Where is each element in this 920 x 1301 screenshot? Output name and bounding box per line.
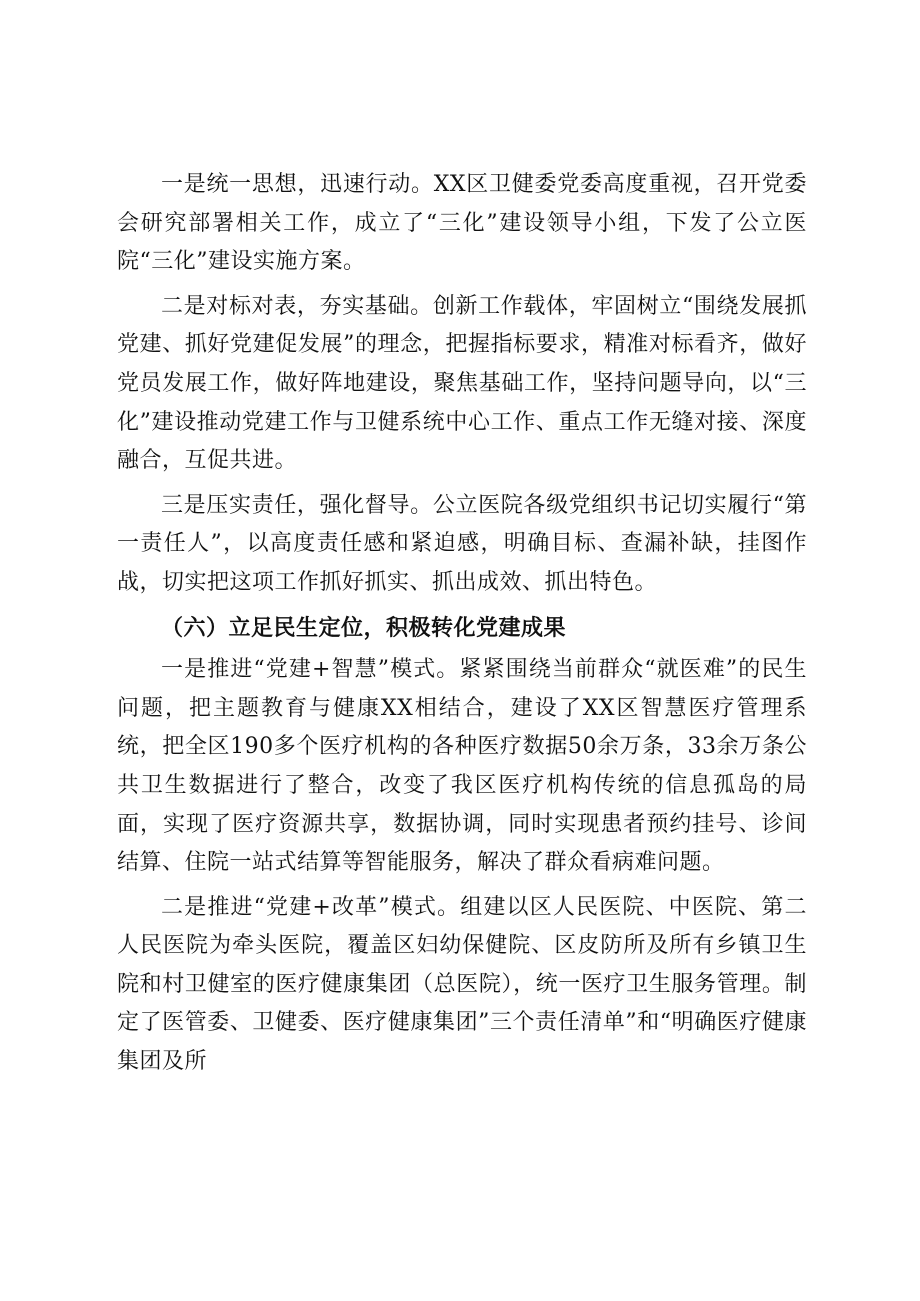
- section-heading-six: （六）立足民生定位，积极转化党建成果: [161, 614, 567, 641]
- paragraph-party-building-smart: 一是推进“党建+智慧”模式。紧紧围绕当前群众“就医难”的民生问题，把主题教育与健康XX相结合，建设了XX区智慧医疗管理系统，把全区190多个医疗机构的各种医疗数据50余万条，33余万条公共卫生数据进行了整合，改变了我区医疗机构传统的信息孤岛的局面，实现了医疗资源共享，数据协调，同时实现患者预约挂号、诊间结算、住院一站式结算等智能服务，解决了群众看病难问题。: [117, 657, 807, 876]
- document-body: [117, 166, 807, 1082]
- paragraph-unify-thinking: 一是统一思想，迅速行动。XX区卫健委党委高度重视，召开党委会研究部署相关工作，成立了“三化”建设领导小组，下发了公立医院“三化”建设实施方案。: [117, 172, 807, 275]
- paragraph-party-building-reform: 二是推进“党建+改革”模式。组建以区人民医院、中医院、第二人民医院为牵头医院，覆盖区妇幼保健院、区皮防所及所有乡镇卫生院和村卫健室的医疗健康集团（总医院），统一医疗卫生服务管理。制定了医管委、卫健委、医疗健康集团”三个责任清单”和“明确医疗健康集团及所: [117, 894, 807, 1075]
- paragraph-compact-responsibility: 三是压实责任，强化督导。公立医院各级党组织书记切实履行“第一责任人”，以高度责任感和紧迫感，明确目标、查漏补缺，挂图作战，切实把这项工作抓好抓实、抓出成效、抓出特色。: [117, 492, 807, 595]
- paragraph-benchmark-foundation: 二是对标对表，夯实基础。创新工作载体，牢固树立“围绕发展抓党建、抓好党建促发展”的理念，把握指标要求，精准对标看齐，做好党员发展工作，做好阵地建设，聚焦基础工作，坚持问题导向，以“三化”建设推动党建工作与卫健系统中心工作、重点工作无缝对接、深度融合，互促共进。: [117, 293, 807, 474]
